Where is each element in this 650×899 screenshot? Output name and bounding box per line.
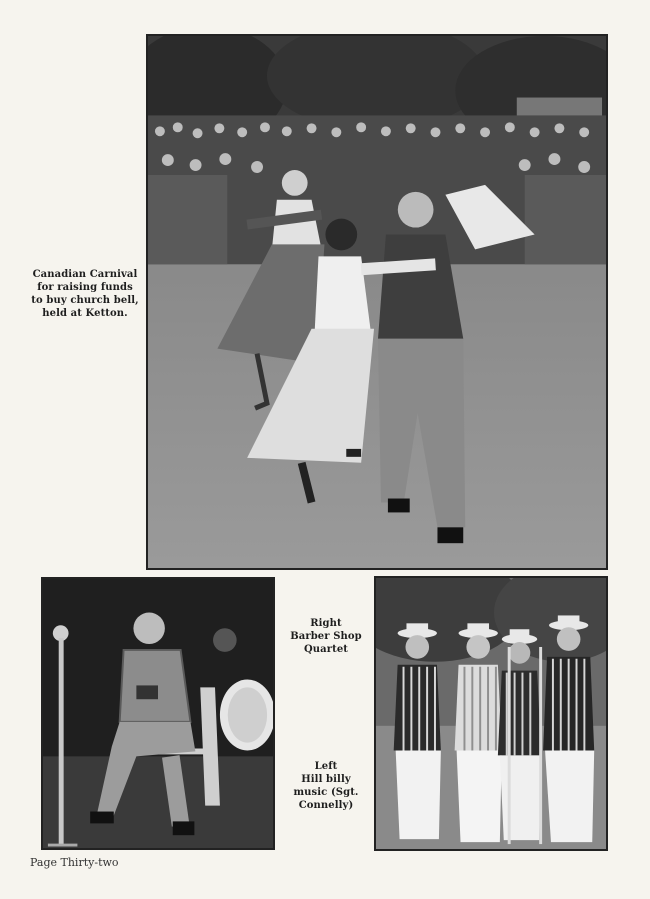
dance-photo [146, 34, 608, 570]
carnival-caption-line-4: held at Ketton. [42, 308, 128, 319]
quartet-caption-line-3: Quartet [303, 644, 349, 655]
page-number: Page Thirty-two [30, 856, 119, 869]
quartet-photo [374, 576, 608, 851]
quartet-caption [280, 617, 372, 656]
carnival-caption-line-3: to buy church bell, [31, 295, 139, 306]
dance-photo-image [148, 36, 606, 568]
hillbilly-caption-line-2: Hill billy [301, 774, 351, 785]
musician-photo-image [43, 579, 273, 848]
hillbilly-caption-line-4: Connelly) [298, 800, 354, 811]
hillbilly-caption-line-1: Left [314, 761, 338, 772]
quartet-photo-image [376, 578, 606, 849]
hillbilly-caption-line-3: music (Sgt. [293, 787, 359, 798]
carnival-caption [30, 268, 140, 320]
carnival-caption-line-1: Canadian Carnival [32, 269, 138, 280]
quartet-caption-line-2: Barber Shop [290, 631, 362, 642]
quartet-caption-line-1: Right [310, 618, 342, 629]
carnival-caption-line-2: for raising funds [37, 282, 133, 293]
musician-photo [41, 577, 275, 850]
hillbilly-caption [280, 760, 372, 812]
